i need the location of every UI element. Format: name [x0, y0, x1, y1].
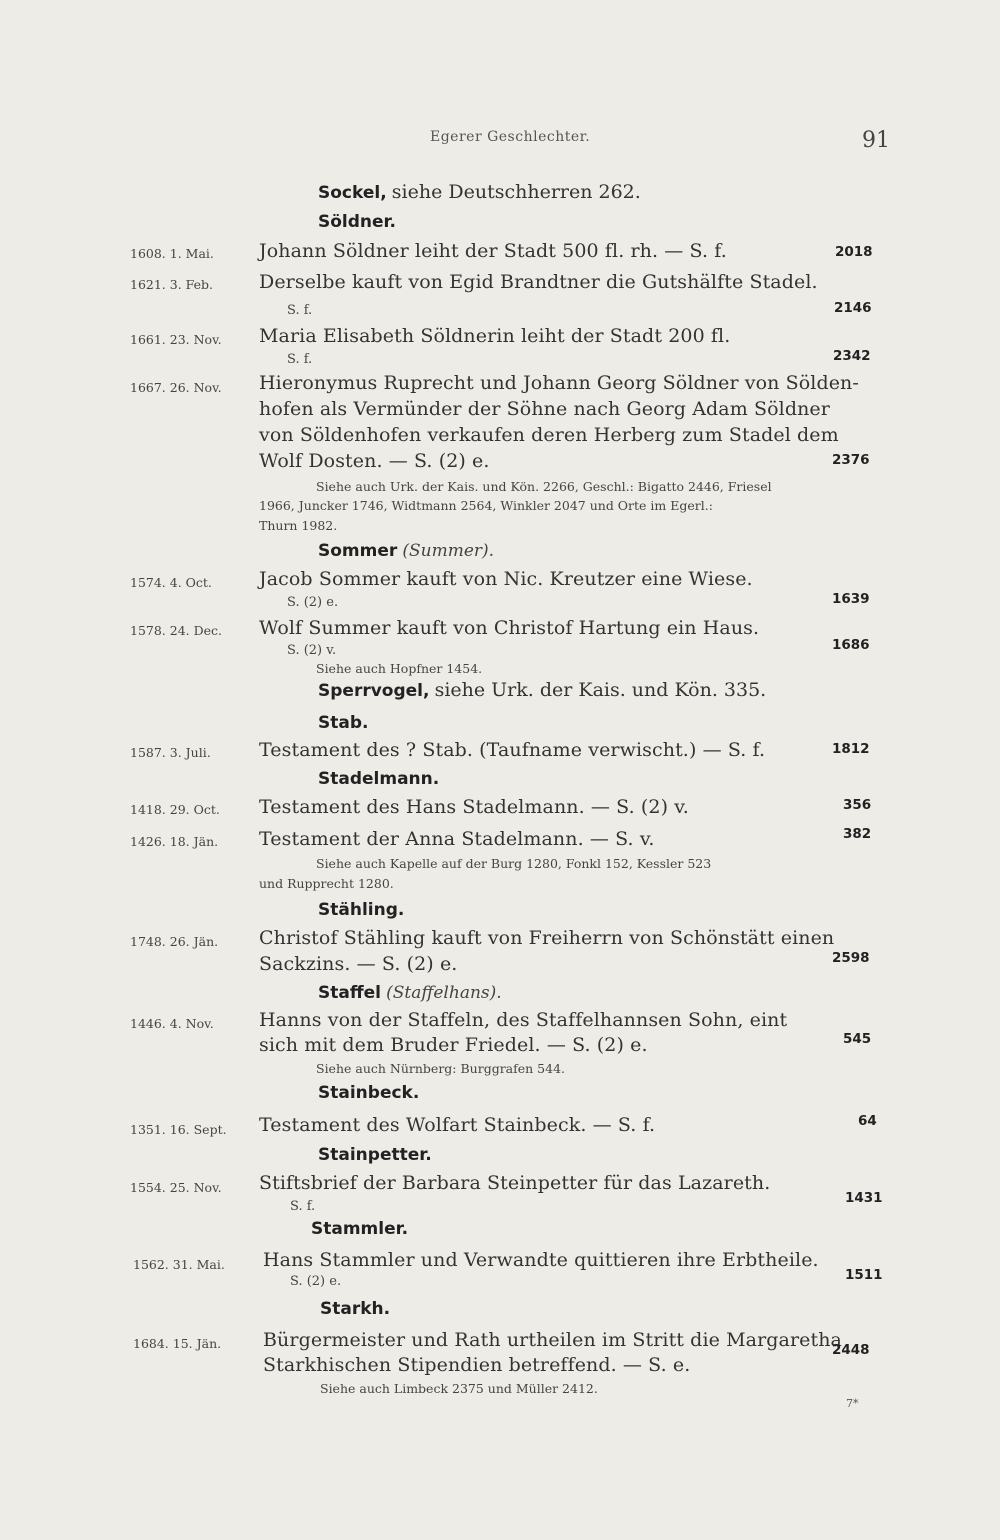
entry-text-line: Hanns von der Staffeln, des Staffelhannsen Sohn, eint — [259, 1009, 788, 1031]
entry-number: 545 — [843, 1031, 872, 1047]
entry-text-line: Starkhischen Stipendien betreffend. — S. e. — [263, 1354, 691, 1376]
entry-text-line: von Söldenhofen verkaufen deren Herberg zum Stadel dem — [259, 424, 839, 446]
entry-number: 2376 — [832, 452, 870, 468]
entry-date: 1667. 26. Nov. — [130, 380, 222, 395]
entry-text: Testament des Hans Stadelmann. — S. (2) v. — [259, 796, 689, 818]
heading-stammler: Stammler. — [311, 1219, 409, 1239]
entry-number: 2598 — [832, 950, 870, 966]
entry-text: Hans Stammler und Verwandte quittieren ihre Erbtheile. — [263, 1249, 819, 1271]
entry-date: 1418. 29. Oct. — [130, 802, 220, 817]
entry-signature: S. f. — [290, 1199, 316, 1214]
cross-reference-note: Siehe auch Hopfner 1454. — [316, 661, 483, 676]
running-header: Egerer Geschlechter. — [430, 129, 591, 145]
entry-text: Jacob Sommer kauft von Nic. Kreutzer eine Wiese. — [259, 568, 753, 590]
heading-sperrvogel — [318, 679, 766, 701]
entry-date: 1684. 15. Jän. — [133, 1336, 222, 1351]
entry-text: Johann Söldner leiht der Stadt 500 fl. rh. — S. f. — [259, 240, 727, 262]
cross-reference-note: 1966, Juncker 1746, Widtmann 2564, Winkler 2047 und Orte im Egerl.: — [259, 498, 713, 513]
entry-number: 64 — [858, 1113, 877, 1129]
heading-reference: siehe Urk. der Kais. und Kön. 335. — [434, 679, 767, 701]
heading-name: Sperrvogel, — [318, 681, 430, 701]
entry-text-line: Wolf Dosten. — S. (2) e. — [259, 450, 490, 472]
entry-number: 356 — [843, 797, 872, 813]
heading-name: Sommer — [318, 541, 398, 561]
entry-signature: S. (2) v. — [287, 643, 337, 658]
entry-text-line: Christof Stähling kauft von Freiherrn von Schönstätt einen — [259, 927, 835, 949]
heading-stab: Stab. — [318, 713, 369, 733]
entry-signature: S. f. — [287, 352, 313, 367]
entry-date: 1446. 4. Nov. — [130, 1016, 214, 1031]
entry-date: 1578. 24. Dec. — [130, 623, 223, 638]
heading-sockel — [318, 181, 641, 203]
entry-date: 1608. 1. Mai. — [130, 246, 214, 261]
cross-reference-note: Siehe auch Kapelle auf der Burg 1280, Fonkl 152, Kessler 523 — [316, 856, 712, 871]
entry-text: Wolf Summer kauft von Christof Hartung ein Haus. — [259, 617, 760, 639]
heading-staffel — [318, 983, 502, 1003]
entry-text-line: hofen als Vermünder der Söhne nach Georg Adam Söldner — [259, 398, 830, 420]
entry-date: 1587. 3. Juli. — [130, 745, 211, 760]
entry-number: 382 — [843, 826, 872, 842]
heading-name: Sockel, — [318, 183, 387, 203]
heading-staehling: Stähling. — [318, 900, 405, 920]
cross-reference-note: Siehe auch Urk. der Kais. und Kön. 2266, Geschl.: Bigatto 2446, Friesel — [316, 479, 772, 494]
heading-stainbeck: Stainbeck. — [318, 1083, 420, 1103]
cross-reference-note: Siehe auch Limbeck 2375 und Müller 2412. — [320, 1381, 598, 1396]
entry-number: 1812 — [832, 741, 870, 757]
entry-date: 1574. 4. Oct. — [130, 575, 212, 590]
cross-reference-note: und Rupprecht 1280. — [259, 876, 394, 891]
entry-date: 1554. 25. Nov. — [130, 1180, 222, 1195]
entry-text: Derselbe kauft von Egid Brandtner die Gutshälfte Stadel. — [259, 271, 818, 293]
entry-number: 2146 — [834, 300, 872, 316]
entry-date: 1661. 23. Nov. — [130, 332, 222, 347]
entry-number: 1686 — [832, 637, 870, 653]
entry-number: 2018 — [835, 244, 873, 260]
heading-name: Staffel — [318, 983, 381, 1003]
entry-number: 1639 — [832, 591, 870, 607]
cross-reference-note: Siehe auch Nürnberg: Burggrafen 544. — [316, 1061, 566, 1076]
entry-text: Testament des Wolfart Stainbeck. — S. f. — [259, 1114, 656, 1136]
entry-signature: S. f. — [287, 303, 313, 318]
page-number: 91 — [862, 128, 890, 153]
entry-text-line: Hieronymus Ruprecht und Johann Georg Söldner von Sölden- — [259, 372, 859, 394]
entry-date: 1426. 18. Jän. — [130, 834, 219, 849]
entry-date: 1748. 26. Jän. — [130, 934, 219, 949]
cross-reference-note: Thurn 1982. — [259, 518, 338, 533]
heading-variant: (Staffelhans). — [386, 983, 502, 1003]
entry-text-line: sich mit dem Bruder Friedel. — S. (2) e. — [259, 1034, 648, 1056]
entry-text: Testament der Anna Stadelmann. — S. v. — [259, 828, 655, 850]
entry-text: Testament des ? Stab. (Taufname verwischt.) — S. f. — [259, 739, 766, 761]
entry-signature: S. (2) e. — [290, 1274, 342, 1289]
entry-text-line: Sackzins. — S. (2) e. — [259, 953, 458, 975]
heading-variant: (Summer). — [402, 541, 495, 561]
entry-text: Maria Elisabeth Söldnerin leiht der Stadt 200 fl. — [259, 325, 731, 347]
entry-date: 1562. 31. Mai. — [133, 1257, 225, 1272]
heading-stainpetter: Stainpetter. — [318, 1145, 432, 1165]
entry-signature: S. (2) e. — [287, 595, 339, 610]
entry-number: 2448 — [832, 1342, 870, 1358]
entry-text: Stiftsbrief der Barbara Steinpetter für das Lazareth. — [259, 1172, 771, 1194]
entry-text-line: Bürgermeister und Rath urtheilen im Stritt die Margaretha — [263, 1329, 842, 1351]
heading-soeldner: Söldner. — [318, 212, 396, 232]
entry-date: 1621. 3. Feb. — [130, 277, 214, 292]
entry-number: 1511 — [845, 1267, 883, 1283]
heading-sommer — [318, 541, 494, 561]
entry-date: 1351. 16. Sept. — [130, 1122, 227, 1137]
entry-number: 1431 — [845, 1190, 883, 1206]
signature-mark: 7* — [846, 1397, 859, 1410]
heading-stadelmann: Stadelmann. — [318, 769, 440, 789]
entry-number: 2342 — [833, 348, 871, 364]
heading-starkh: Starkh. — [320, 1299, 391, 1319]
heading-reference: siehe Deutschherren 262. — [391, 181, 641, 203]
